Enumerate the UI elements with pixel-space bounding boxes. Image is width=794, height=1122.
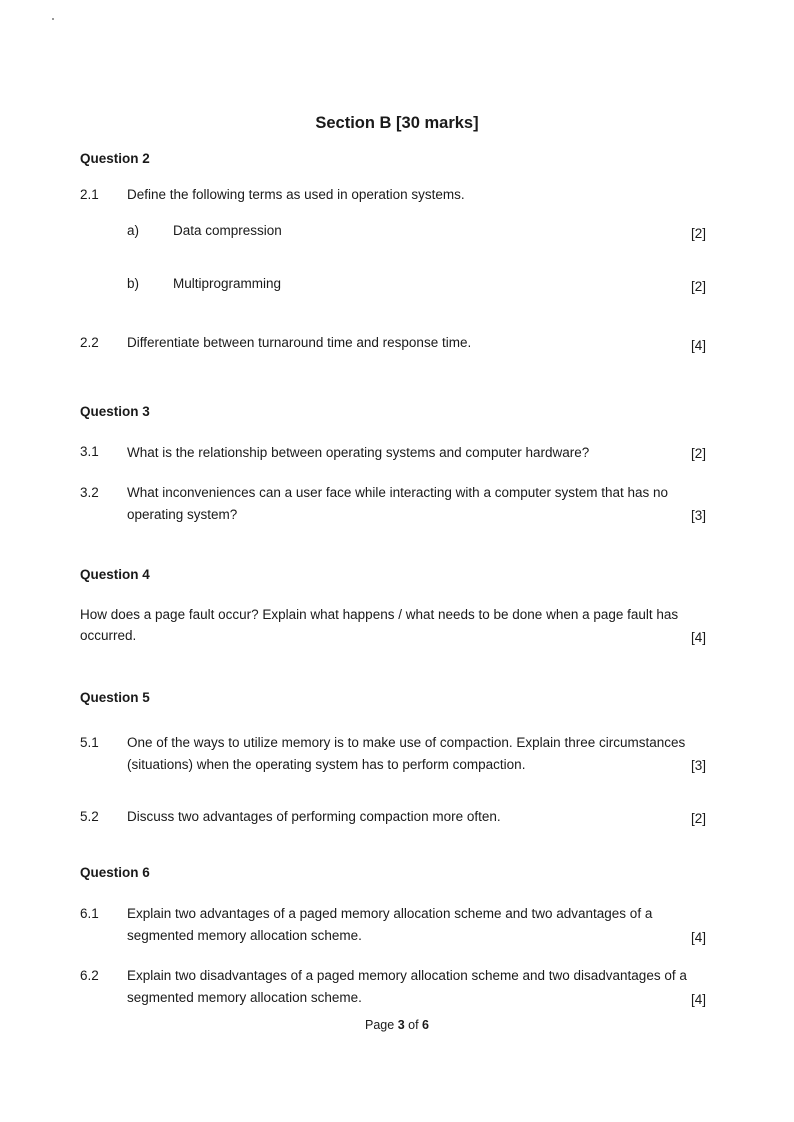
question-3-1-mark: [2]: [690, 446, 706, 461]
question-5-2-mark: [2]: [690, 811, 706, 826]
question-3-heading: Question 3: [80, 404, 150, 419]
question-6-1-line-2: segmented memory allocation scheme.: [127, 928, 362, 943]
question-2-2-text: Differentiate between turnaround time and response time.: [127, 335, 472, 350]
page-number: [0, 1018, 794, 1032]
question-2-1-b-text: Multiprogramming: [173, 276, 282, 291]
question-4-mark: [4]: [690, 630, 706, 645]
question-2-1-a-mark: [2]: [690, 226, 706, 241]
page-prefix: Page: [365, 1018, 398, 1032]
question-5-1-line-1: One of the ways to utilize memory is to make use of compaction. Explain three circumstances: [127, 735, 686, 750]
question-4-line-1: How does a page fault occur? Explain what happens / what needs to be done when a page fault has: [80, 607, 679, 622]
question-3-2-number: 3.2: [80, 485, 99, 500]
section-title: Section B [30 marks]: [315, 114, 479, 132]
question-2-1-text: Define the following terms as used in operation systems.: [127, 187, 465, 202]
question-4-line-2: occurred.: [80, 628, 137, 643]
question-2-1-b-mark: [2]: [690, 279, 706, 294]
question-3-2-line-1: What inconveniences can a user face while interacting with a computer system that has no: [127, 485, 669, 500]
question-6-1-line-1: Explain two advantages of a paged memory allocation scheme and two advantages of a: [127, 906, 653, 921]
question-5-heading: Question 5: [80, 690, 150, 705]
question-2-1-a-text: Data compression: [173, 223, 282, 238]
question-3-2-line-2: operating system?: [127, 507, 238, 522]
question-6-2-mark: [4]: [690, 992, 706, 1007]
question-5-2-number: 5.2: [80, 809, 99, 824]
question-2-heading: Question 2: [80, 151, 150, 166]
question-5-1-number: 5.1: [80, 735, 99, 750]
question-5-1-line-2: (situations) when the operating system has to perform compaction.: [127, 757, 526, 772]
question-3-1-text: What is the relationship between operating systems and computer hardware?: [127, 445, 590, 460]
question-2-2-number: 2.2: [80, 335, 99, 350]
question-6-1-number: 6.1: [80, 906, 99, 921]
question-6-1-mark: [4]: [690, 930, 706, 945]
page-current: 3: [397, 1018, 405, 1032]
question-3-2-mark: [3]: [690, 508, 706, 523]
page-middle: of: [404, 1018, 423, 1032]
question-3-1-number: 3.1: [80, 444, 99, 459]
question-6-2-number: 6.2: [80, 968, 99, 983]
question-2-1-b-letter: b): [127, 276, 140, 291]
question-4-heading: Question 4: [80, 567, 150, 582]
question-2-1-a-letter: a): [127, 223, 140, 238]
question-6-2-line-1: Explain two disadvantages of a paged memory allocation scheme and two disadvantages of a: [127, 968, 687, 983]
scan-speck: [52, 18, 54, 20]
page-total: 6: [422, 1018, 429, 1032]
question-2-2-mark: [4]: [690, 338, 706, 353]
question-6-heading: Question 6: [80, 865, 150, 880]
question-6-2-line-2: segmented memory allocation scheme.: [127, 990, 362, 1005]
question-2-1-number: 2.1: [80, 187, 99, 202]
question-5-1-mark: [3]: [690, 758, 706, 773]
question-5-2-text: Discuss two advantages of performing compaction more often.: [127, 809, 501, 824]
